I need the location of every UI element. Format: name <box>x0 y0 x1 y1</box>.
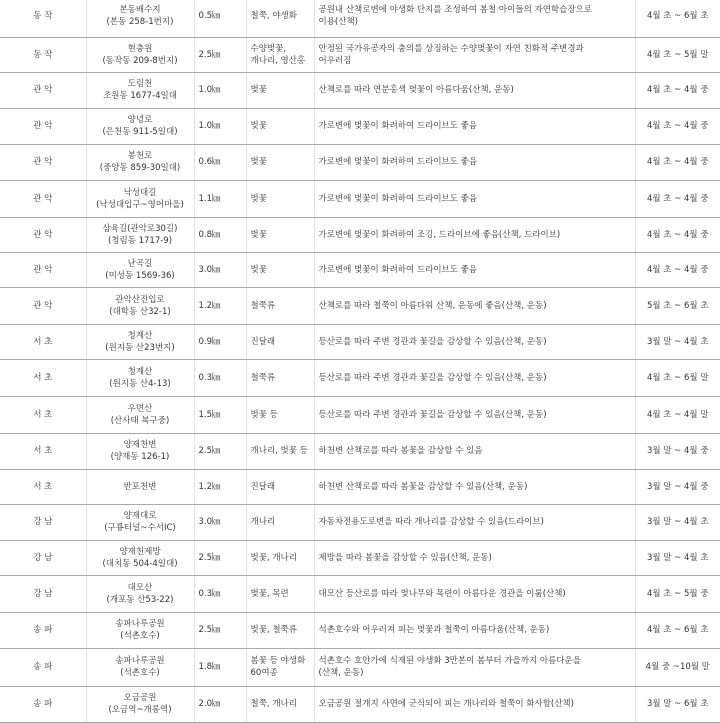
table-row <box>0 648 720 686</box>
length-cell-line: 0.8㎞ <box>198 229 221 240</box>
table-row <box>0 504 720 540</box>
length-cell <box>194 180 246 217</box>
place-cell-line: (오금역~개롱역) <box>108 705 172 715</box>
table-row <box>0 396 720 433</box>
flowers-cell <box>246 108 314 144</box>
district-cell-line: 관 악 <box>33 264 53 275</box>
place-cell-line: 대모산 <box>127 582 153 593</box>
length-cell-line: 0.5㎞ <box>198 11 221 22</box>
district-cell <box>0 37 86 72</box>
district-cell <box>0 575 86 612</box>
district-cell-line: 서 초 <box>33 409 53 420</box>
district-cell <box>0 469 86 504</box>
district-cell <box>0 396 86 433</box>
table-row <box>0 72 720 108</box>
district-cell-line: 관 악 <box>33 229 53 240</box>
length-cell <box>194 37 246 72</box>
flowers-cell <box>246 324 314 359</box>
place-cell-line: 양재천변 <box>123 440 157 450</box>
place-cell-line: 관악산진입로 <box>115 294 165 305</box>
flowers-cell-line: 봄꽃 등 야생화 <box>250 656 306 666</box>
place-cell-line: (산사태 복구중) <box>110 415 170 426</box>
flowers-cell-line: 벚꽃, 철쭉류 <box>250 625 297 635</box>
place-cell <box>86 252 194 287</box>
table-row <box>0 0 720 37</box>
district-cell-line: 동 작 <box>33 11 53 22</box>
flowers-cell <box>246 396 314 433</box>
length-cell <box>194 287 246 324</box>
period-cell <box>635 37 720 72</box>
place-cell-line: (낙성대입구~영어마을) <box>96 199 184 210</box>
place-cell <box>86 37 194 72</box>
table-row <box>0 540 720 575</box>
flowers-cell-line: 철쭉, 야생화 <box>250 11 297 22</box>
length-cell <box>194 648 246 686</box>
description-cell <box>314 144 635 180</box>
place-cell-line: 양재천제방 <box>119 546 161 557</box>
place-cell <box>86 324 194 359</box>
length-cell-line: 1.2㎞ <box>198 481 221 492</box>
place-cell <box>86 396 194 433</box>
period-cell <box>635 504 720 540</box>
length-cell-line: 3.0㎞ <box>198 517 221 527</box>
length-cell-line: 2.5㎞ <box>198 446 221 456</box>
place-cell <box>86 648 194 686</box>
place-cell-line: (중앙동 859-30일대) <box>99 163 181 173</box>
length-cell <box>194 540 246 575</box>
description-cell <box>314 504 635 540</box>
description-cell-line: 가로변에 벚꽃이 화려하여 드라이브도 좋음 <box>318 264 478 275</box>
length-cell-line: 0.3㎞ <box>198 372 221 383</box>
district-cell-line: 서 초 <box>33 336 53 347</box>
place-cell-line: 청계산 <box>127 330 153 341</box>
place-cell-line: (본동 258-1번지) <box>106 17 174 28</box>
flowers-cell-line: 철쭉, 개나리 <box>250 699 297 709</box>
length-cell-line: 1.8㎞ <box>198 662 221 672</box>
district-cell-line: 서 초 <box>33 372 53 383</box>
table-row <box>0 144 720 180</box>
description-cell-line: 가로변에 벚꽃이 화려하여 조깅, 드라이브에 좋음(산책, 드라이브) <box>318 229 561 240</box>
district-cell-line: 관 악 <box>33 157 53 167</box>
flowers-cell <box>246 180 314 217</box>
place-cell-line: 양재대로 <box>123 511 157 521</box>
period-cell-line: 4월 초 ~ 4월 말 <box>646 409 709 420</box>
place-cell-line: (미성동 1569-36) <box>105 270 175 281</box>
table-row <box>0 433 720 469</box>
description-cell-line: 오금공원 절개지 사면에 군식되어 피는 개나리와 철쭉이 화사함(산책) <box>318 699 574 709</box>
flowers-cell <box>246 575 314 612</box>
description-cell-line: 등산로를 따라 주변 경관과 꽃길을 감상할 수 있음(산책, 운동) <box>318 372 547 383</box>
description-cell <box>314 180 635 217</box>
description-cell <box>314 612 635 648</box>
district-cell <box>0 686 86 722</box>
description-cell-line: 석촌호수와 어우러져 피는 벚꽃과 철쭉이 아름다움(산책, 운동) <box>318 625 550 635</box>
description-cell-line: 산책로를 따라 연분홍색 벚꽃이 아름다움(산책, 운동) <box>318 85 514 95</box>
flowers-cell <box>246 0 314 37</box>
flowers-cell-line: 진달래 <box>250 336 276 347</box>
table-row <box>0 37 720 72</box>
place-cell <box>86 504 194 540</box>
description-cell <box>314 324 635 359</box>
table-row <box>0 469 720 504</box>
period-cell-line: 4월 초 ~ 5월 중 <box>646 588 709 599</box>
length-cell <box>194 217 246 252</box>
place-cell-line: (개포동 산53-22) <box>106 594 174 605</box>
flowers-cell <box>246 686 314 722</box>
district-cell-line: 강 남 <box>33 552 53 563</box>
length-cell <box>194 359 246 396</box>
place-cell-line: (석촌호수) <box>120 668 160 678</box>
period-cell <box>635 359 720 396</box>
place-cell-line: 반포천변 <box>123 481 157 492</box>
description-cell <box>314 37 635 72</box>
flowers-cell-line: 벚꽃, 개나리 <box>250 552 297 563</box>
district-cell <box>0 287 86 324</box>
period-cell <box>635 648 720 686</box>
place-cell <box>86 72 194 108</box>
period-cell <box>635 612 720 648</box>
description-cell <box>314 217 635 252</box>
description-cell-line: 등산로를 따라 주변 경관과 꽃길을 감상할 수 있음(산책, 운동) <box>318 336 547 347</box>
period-cell-line: 3월 말 ~ 4월 초 <box>646 552 709 563</box>
district-cell <box>0 433 86 469</box>
length-cell <box>194 324 246 359</box>
district-cell <box>0 324 86 359</box>
description-cell <box>314 72 635 108</box>
place-cell <box>86 0 194 37</box>
description-cell <box>314 359 635 396</box>
period-cell <box>635 0 720 37</box>
period-cell-line: 4월 초 ~ 6월 말 <box>646 372 709 383</box>
place-cell-line: 조원동 1677-4일대 <box>103 91 177 101</box>
place-cell <box>86 469 194 504</box>
place-cell-line: (대학동 산32-1) <box>109 306 171 317</box>
description-cell-line: 어우러짐 <box>318 55 352 66</box>
length-cell <box>194 396 246 433</box>
district-cell <box>0 359 86 396</box>
flowers-cell-line: 개나리 <box>250 517 276 527</box>
period-cell <box>635 108 720 144</box>
flowers-cell-line: 벚꽃, 목련 <box>250 588 289 599</box>
description-cell-line: 하천변 산책로를 따라 봄꽃을 감상할 수 있음 <box>318 446 483 456</box>
period-cell <box>635 540 720 575</box>
district-cell-line: 송 파 <box>33 625 53 635</box>
flowers-cell <box>246 504 314 540</box>
period-cell-line: 3월 말 ~ 6월 초 <box>646 699 709 709</box>
description-cell <box>314 648 635 686</box>
description-cell-line: 가로변에 벚꽃이 화려하여 드라이브도 좋음 <box>318 121 478 131</box>
place-cell <box>86 217 194 252</box>
district-cell-line: 동 작 <box>33 49 53 60</box>
table-row <box>0 575 720 612</box>
district-cell-line: 서 초 <box>33 481 53 492</box>
place-cell-line: 도림천 <box>127 79 153 89</box>
district-cell <box>0 144 86 180</box>
period-cell-line: 4월 중 ~10월 말 <box>645 662 710 672</box>
period-cell <box>635 287 720 324</box>
period-cell <box>635 575 720 612</box>
period-cell-line: 4월 초 ~ 4월 중 <box>646 85 709 95</box>
flowers-cell-line: 60여종 <box>250 668 278 678</box>
flowers-cell-line: 진달래 <box>250 481 276 492</box>
length-cell-line: 1.2㎞ <box>198 300 221 311</box>
place-cell-line: (청림동 1717-9) <box>107 235 173 246</box>
table-row <box>0 180 720 217</box>
district-cell <box>0 612 86 648</box>
description-cell <box>314 108 635 144</box>
description-cell <box>314 686 635 722</box>
period-cell-line: 3월 말 ~ 4월 중 <box>646 481 709 492</box>
flowers-cell <box>246 287 314 324</box>
length-cell <box>194 469 246 504</box>
description-cell-line: 공원내 산책로변에 야생화 단지를 조성하여 봄철 아이들의 자연학습장으로 <box>318 5 592 16</box>
flowers-cell-line: 벚꽃 <box>250 193 267 204</box>
flowers-cell-line: 벚꽃 등 <box>250 409 278 420</box>
place-cell-line: 삼육길(관악로30길) <box>102 223 178 234</box>
place-cell-line: 송파나루공원 <box>115 619 165 629</box>
place-cell <box>86 359 194 396</box>
flowers-cell <box>246 612 314 648</box>
period-cell <box>635 469 720 504</box>
place-cell-line: 낙성대길 <box>123 187 157 198</box>
period-cell <box>635 72 720 108</box>
district-cell-line: 서 초 <box>33 446 53 456</box>
flowers-cell <box>246 144 314 180</box>
district-cell <box>0 0 86 37</box>
period-cell-line: 3월 말 ~ 4월 중 <box>646 446 709 456</box>
period-cell <box>635 324 720 359</box>
description-cell-line: 가로변에 벚꽃이 화려하여 드라이브도 좋음 <box>318 193 478 204</box>
length-cell <box>194 108 246 144</box>
district-cell-line: 송 파 <box>33 699 53 709</box>
flowers-cell-line: 벚꽃 <box>250 85 267 95</box>
description-cell-line: 자동차전용도로변을 따라 개나리를 감상할 수 있음(드라이브) <box>318 517 544 527</box>
flowers-cell <box>246 433 314 469</box>
place-cell-line: 오금공원 <box>123 693 157 703</box>
place-cell-line: 현충원 <box>127 43 153 54</box>
table-row <box>0 252 720 287</box>
flowers-cell-line: 벚꽃 <box>250 264 267 275</box>
period-cell <box>635 433 720 469</box>
length-cell-line: 0.6㎞ <box>198 157 221 167</box>
district-cell <box>0 217 86 252</box>
description-cell-line: 제방을 따라 봄꽃을 감상할 수 있음(산책, 운동) <box>318 552 492 563</box>
district-cell <box>0 180 86 217</box>
period-cell-line: 4월 초 ~ 4월 중 <box>646 121 709 131</box>
place-cell-line: 청계산 <box>127 366 153 377</box>
description-cell <box>314 575 635 612</box>
place-cell-line: 우면산 <box>127 403 153 414</box>
length-cell-line: 1.5㎞ <box>198 409 221 420</box>
period-cell-line: 4월 초 ~ 4월 중 <box>646 157 709 167</box>
length-cell <box>194 612 246 648</box>
place-cell-line: (대치동 504-4일대) <box>102 558 178 569</box>
description-cell-line: 등산로를 따라 주변 경관과 꽃길을 감상할 수 있음(산책, 운동) <box>318 409 547 420</box>
flowers-cell <box>246 648 314 686</box>
flowers-cell-line: 철쭉류 <box>250 300 276 311</box>
period-cell-line: 4월 초 ~ 4월 중 <box>646 193 709 204</box>
place-cell <box>86 686 194 722</box>
length-cell-line: 0.9㎞ <box>198 336 221 347</box>
table-row <box>0 108 720 144</box>
length-cell <box>194 504 246 540</box>
length-cell <box>194 575 246 612</box>
place-cell-line: 본동배수지 <box>119 5 161 16</box>
district-cell-line: 관 악 <box>33 193 53 204</box>
place-cell-line: (원지동 산23번지) <box>105 342 175 353</box>
district-cell <box>0 252 86 287</box>
length-cell-line: 1.0㎞ <box>198 85 221 95</box>
period-cell <box>635 180 720 217</box>
period-cell <box>635 686 720 722</box>
length-cell <box>194 144 246 180</box>
place-cell-line: 송파나루공원 <box>115 656 165 666</box>
description-cell-line: (산책, 운동) <box>318 668 364 678</box>
period-cell <box>635 144 720 180</box>
place-cell-line: (동작동 209-8번지) <box>102 55 178 66</box>
place-cell <box>86 433 194 469</box>
period-cell-line: 3월 말 ~ 4월 초 <box>646 517 709 527</box>
district-cell-line: 관 악 <box>33 85 53 95</box>
flowers-cell <box>246 469 314 504</box>
flowers-cell-line: 벚꽃 <box>250 229 267 240</box>
length-cell-line: 1.0㎞ <box>198 121 221 131</box>
period-cell <box>635 217 720 252</box>
table-row <box>0 324 720 359</box>
place-cell <box>86 575 194 612</box>
length-cell-line: 2.0㎞ <box>198 699 221 709</box>
district-cell-line: 강 남 <box>33 588 53 599</box>
flowers-cell-line: 개나리, 벚꽃 등 <box>250 446 308 456</box>
period-cell-line: 4월 초 ~ 6월 초 <box>646 11 709 22</box>
flowers-cell-line: 벚꽃 <box>250 157 267 167</box>
period-cell-line: 4월 초 ~ 4월 중 <box>646 264 709 275</box>
district-cell-line: 강 남 <box>33 517 53 527</box>
length-cell <box>194 433 246 469</box>
table-row <box>0 359 720 396</box>
description-cell-line: 석촌호수 호안가에 식재된 야생화 3만본이 봄부터 가을까지 아름다운을 <box>318 656 581 666</box>
description-cell <box>314 396 635 433</box>
length-cell-line: 1.1㎞ <box>198 193 221 204</box>
place-cell-line: (석촌호수) <box>120 631 160 641</box>
period-cell <box>635 252 720 287</box>
table-row <box>0 686 720 722</box>
district-cell <box>0 504 86 540</box>
description-cell-line: 하천변 산책로를 따라 봄꽃을 감상할 수 있음(산책, 운동) <box>318 481 528 492</box>
period-cell-line: 4월 초 ~ 5월 말 <box>646 49 709 60</box>
description-cell <box>314 540 635 575</box>
description-cell-line: 대모산 등산로를 따라 벚나무와 목련이 아름다운 경관을 이룸(산책) <box>318 588 566 599</box>
description-cell-line: 안정된 국가유공자의 충의를 상징하는 수양벚꽃이 자연 친화적 주변경과 <box>318 43 584 54</box>
description-cell <box>314 469 635 504</box>
table-row <box>0 612 720 648</box>
place-cell-line: (원지동 산4-13) <box>109 378 171 389</box>
place-cell-line: 양녕로 <box>127 115 153 125</box>
table-row <box>0 217 720 252</box>
description-cell-line: 가로변에 벚꽃이 화려하여 드라이브도 좋음 <box>318 157 478 167</box>
flowers-cell <box>246 72 314 108</box>
description-cell-line: 산책로를 따라 철쭉이 아름다워 산책, 운동에 좋음(산책, 운동) <box>318 300 547 311</box>
flowers-cell-line: 벚꽃 <box>250 121 267 131</box>
district-cell <box>0 648 86 686</box>
period-cell <box>635 396 720 433</box>
description-cell <box>314 287 635 324</box>
place-cell <box>86 180 194 217</box>
district-cell-line: 관 악 <box>33 300 53 311</box>
place-cell <box>86 144 194 180</box>
place-cell-line: (구룡터널~수서IC) <box>104 523 176 533</box>
district-cell-line: 관 악 <box>33 121 53 131</box>
description-cell-line: 이용(산책) <box>318 17 358 28</box>
place-cell-line: 봉천로 <box>127 151 153 161</box>
flowers-cell <box>246 217 314 252</box>
flowers-cell <box>246 252 314 287</box>
flowers-cell-line: 수양벚꽃, <box>250 43 287 54</box>
period-cell-line: 3월 말 ~ 4월 초 <box>646 336 709 347</box>
place-cell-line: (은천동 911-5일대) <box>102 127 178 137</box>
period-cell-line: 4월 초 ~ 4월 중 <box>646 229 709 240</box>
length-cell-line: 2.5㎞ <box>198 552 221 563</box>
description-cell <box>314 433 635 469</box>
description-cell <box>314 0 635 37</box>
place-cell <box>86 612 194 648</box>
length-cell <box>194 252 246 287</box>
length-cell <box>194 686 246 722</box>
flowers-cell <box>246 37 314 72</box>
place-cell <box>86 540 194 575</box>
flowers-cell-line: 철쭉류 <box>250 372 276 383</box>
flowers-cell <box>246 540 314 575</box>
length-cell <box>194 0 246 37</box>
flowers-cell <box>246 359 314 396</box>
place-cell-line: 난곡길 <box>127 258 153 269</box>
flowers-cell-line: 개나리, 영산홍 <box>250 55 306 66</box>
length-cell-line: 3.0㎞ <box>198 264 221 275</box>
period-cell-line: 4월 초 ~ 6월 초 <box>646 625 709 635</box>
place-cell <box>86 108 194 144</box>
description-cell <box>314 252 635 287</box>
length-cell-line: 2.5㎞ <box>198 49 221 60</box>
place-cell-line: (양재동 126-1) <box>110 452 170 462</box>
district-cell <box>0 108 86 144</box>
district-cell <box>0 72 86 108</box>
district-cell <box>0 540 86 575</box>
district-cell-line: 송 파 <box>33 662 53 672</box>
length-cell <box>194 72 246 108</box>
table-row <box>0 287 720 324</box>
length-cell-line: 2.5㎞ <box>198 625 221 635</box>
place-cell <box>86 287 194 324</box>
period-cell-line: 5월 초 ~ 6월 초 <box>646 300 709 311</box>
length-cell-line: 0.3㎞ <box>198 588 221 599</box>
